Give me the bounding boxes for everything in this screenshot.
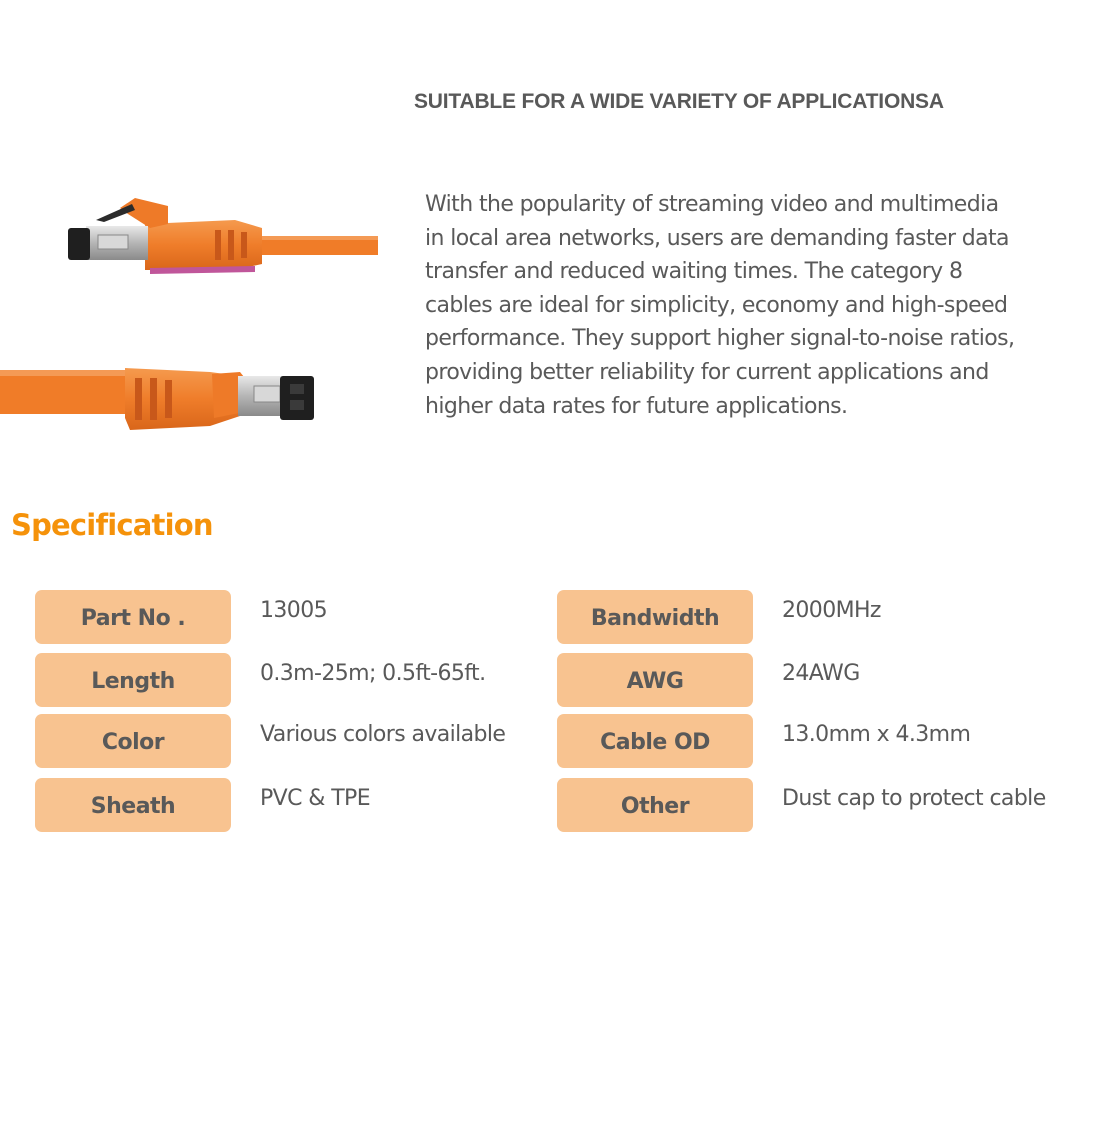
spec-value-part-no: 13005 bbox=[260, 598, 327, 623]
spec-value-awg: 24AWG bbox=[782, 661, 860, 686]
cable-product-image bbox=[0, 180, 380, 440]
top-connector-icon bbox=[68, 198, 378, 274]
bottom-connector-icon bbox=[0, 368, 314, 430]
spec-value-sheath: PVC & TPE bbox=[260, 786, 371, 811]
spec-label-other: Other bbox=[557, 778, 753, 832]
spec-label-awg: AWG bbox=[557, 653, 753, 707]
spec-label-length: Length bbox=[35, 653, 231, 707]
headline: SUITABLE FOR A WIDE VARIETY OF APPLICATIONSA bbox=[414, 90, 944, 113]
spec-value-color: Various colors available bbox=[260, 722, 506, 747]
spec-label-sheath: Sheath bbox=[35, 778, 231, 832]
spec-value-cable-od: 13.0mm x 4.3mm bbox=[782, 722, 971, 747]
description-paragraph: With the popularity of streaming video and multimedia in local area networks, users are demanding faster data transfer and reduced waiting times. The category 8 cables are ideal for simplicity, economy and high-speed performance. They support higher signal-to-noise ratios, providing better reliability for current applications and higher data rates for future applications. bbox=[425, 192, 1015, 419]
spec-label-color: Color bbox=[35, 714, 231, 768]
spec-label-bandwidth: Bandwidth bbox=[557, 590, 753, 644]
spec-value-length: 0.3m-25m; 0.5ft-65ft. bbox=[260, 661, 486, 686]
specification-heading: Specification bbox=[11, 508, 213, 542]
spec-label-cable-od: Cable OD bbox=[557, 714, 753, 768]
spec-value-bandwidth: 2000MHz bbox=[782, 598, 881, 623]
spec-value-other: Dust cap to protect cable bbox=[782, 786, 1046, 811]
spec-label-part-no: Part No . bbox=[35, 590, 231, 644]
